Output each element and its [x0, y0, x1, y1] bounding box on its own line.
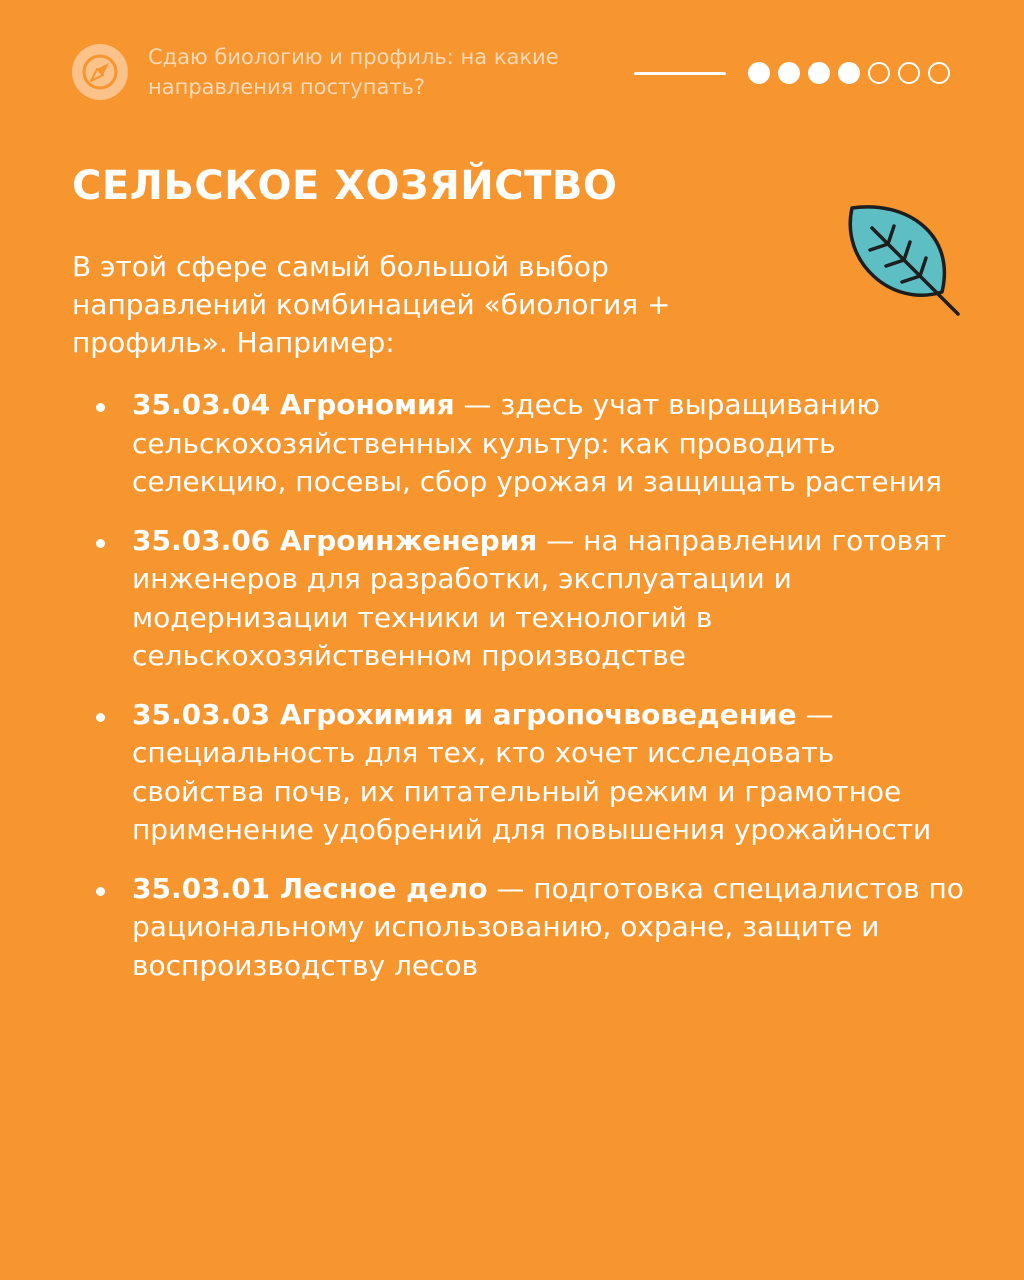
- progress-dots: [748, 62, 950, 84]
- leaf-icon: [838, 196, 968, 326]
- direction-description: — на направлении готовят инженеров для разработки, эксплуатации и модернизации техники и технологий в сельскохозяйственном производстве: [132, 523, 947, 672]
- progress-dot-empty: [898, 62, 920, 84]
- header: [72, 40, 952, 110]
- progress-dot-filled: [838, 62, 860, 84]
- compass-icon: [72, 44, 128, 100]
- progress-dot-empty: [928, 62, 950, 84]
- direction-code-name: 35.03.03 Агрохимия и агропочвоведение: [132, 697, 797, 731]
- directions-list: [94, 386, 974, 1005]
- progress-dot-empty: [868, 62, 890, 84]
- direction-code-name: 35.03.04 Агрономия: [132, 388, 455, 421]
- progress-line: [634, 72, 726, 75]
- intro-text: В этой сфере самый большой выбор направлений комбинацией «биология + профиль». Например:: [72, 250, 671, 359]
- bullet: [96, 713, 105, 722]
- page-title: СЕЛЬСКОЕ ХОЗЯЙСТВО: [72, 163, 618, 209]
- list-item: [94, 386, 974, 502]
- bullet: [96, 403, 105, 412]
- direction-description: — здесь учат выращиванию сельскохозяйственных культур: как проводить селекцию, посевы, сбор урожая и защищать растения: [132, 388, 942, 498]
- direction-code-name: 35.03.01 Лесное дело: [132, 871, 488, 905]
- slide-progress: [634, 60, 954, 86]
- list-item: [94, 696, 974, 850]
- direction-code-name: 35.03.06 Агроинженерия: [132, 523, 538, 557]
- list-item: [94, 522, 974, 676]
- list-item: [94, 870, 974, 986]
- direction-description: — специальность для тех, кто хочет исследовать свойства почв, их питательный режим и грамотное применение удобрений для повышения урожайности: [132, 697, 932, 846]
- progress-dot-filled: [808, 62, 830, 84]
- progress-dot-filled: [778, 62, 800, 84]
- series-title: Сдаю биологию и профиль: на какие направления поступать?: [148, 45, 559, 99]
- direction-description: — подготовка специалистов по рациональному использованию, охране, защите и воспроизводству лесов: [132, 871, 964, 982]
- bullet: [96, 539, 105, 548]
- progress-dot-filled: [748, 62, 770, 84]
- bullet: [96, 887, 105, 896]
